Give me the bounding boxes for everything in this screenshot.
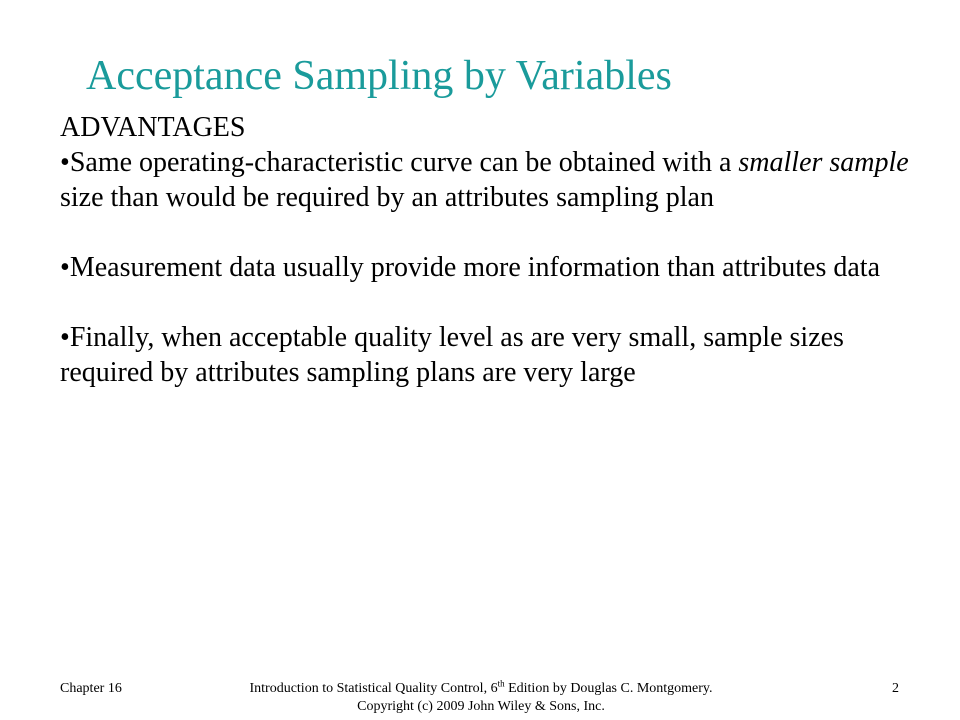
page-number: 2 bbox=[892, 681, 899, 696]
bullet-text: Finally, when acceptable quality level as are very small, sample sizes required by attributes sampling plans are very large bbox=[60, 322, 844, 388]
footer-book-pre: Introduction to Statistical Quality Control, 6 bbox=[249, 681, 498, 696]
bullet-marker: • bbox=[60, 252, 70, 283]
bullet-item-3 bbox=[60, 320, 920, 390]
bullet-item-2 bbox=[60, 250, 920, 285]
slide-body bbox=[60, 110, 920, 390]
slide-title: Acceptance Sampling by Variables bbox=[86, 53, 672, 99]
bullet-text-pre: Same operating-characteristic curve can be obtained with a bbox=[69, 147, 739, 178]
footer-book-sup: th bbox=[497, 678, 505, 689]
bullet-item-1 bbox=[60, 145, 920, 215]
footer-copyright: Copyright (c) 2009 John Wiley & Sons, Inc. bbox=[357, 699, 605, 714]
footer-citation bbox=[216, 680, 746, 716]
bullet-text: Measurement data usually provide more information than attributes data bbox=[69, 252, 881, 283]
bullet-marker: • bbox=[60, 322, 70, 353]
footer-book-post: Edition by Douglas C. Montgomery. bbox=[504, 681, 713, 696]
footer-book-line bbox=[216, 680, 746, 698]
bullet-text-post: size than would be required by an attributes sampling plan bbox=[60, 182, 714, 213]
section-heading: ADVANTAGES bbox=[60, 112, 246, 143]
bullet-marker: • bbox=[60, 147, 70, 178]
footer-chapter: Chapter 16 bbox=[60, 681, 122, 696]
bullet-text-emphasis: smaller sample bbox=[738, 147, 909, 178]
